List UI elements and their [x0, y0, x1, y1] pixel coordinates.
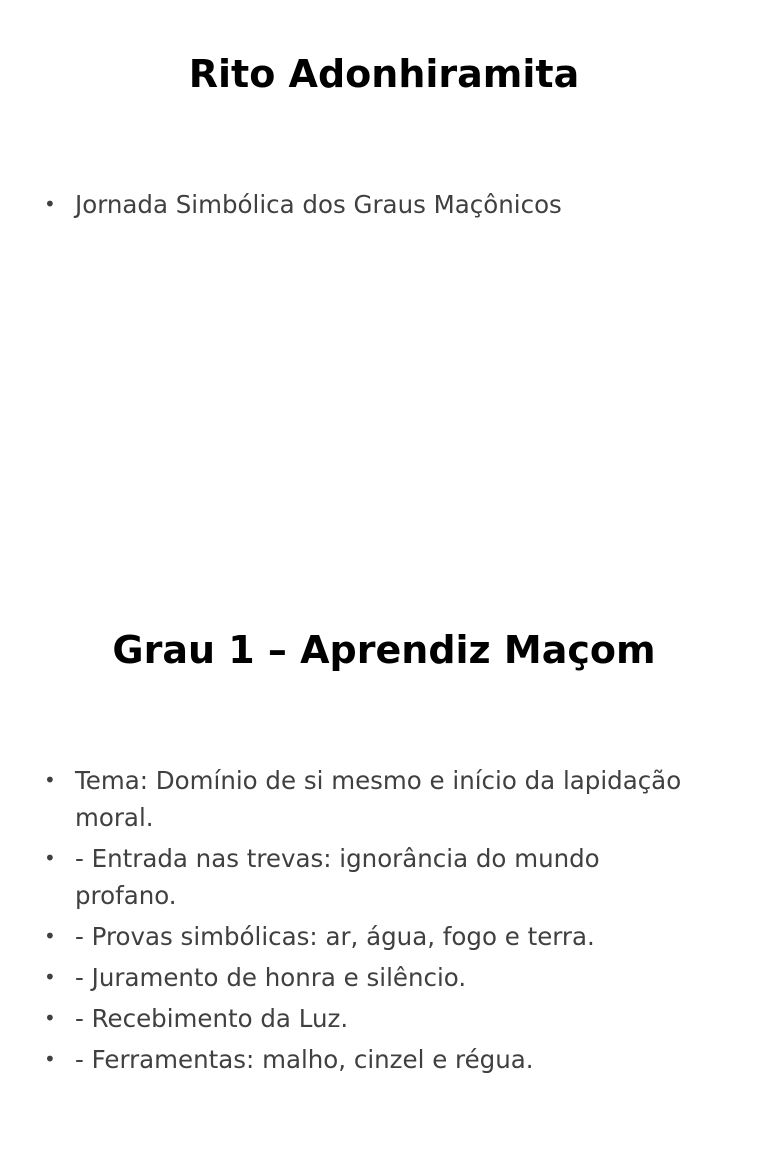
bullet-item	[42, 1041, 702, 1078]
bullet-text: - Recebimento da Luz.	[75, 1004, 349, 1033]
bullet-dot-icon: •	[44, 965, 56, 989]
bullet-dot-icon: •	[44, 768, 56, 792]
bullet-dot-icon: •	[44, 1047, 56, 1071]
bullet-item	[42, 186, 702, 223]
bullet-dot-icon: •	[44, 924, 56, 948]
bullet-list	[42, 186, 702, 227]
bullet-item	[42, 762, 702, 836]
bullet-dot-icon: •	[44, 192, 56, 216]
bullet-text: - Juramento de honra e silêncio.	[75, 963, 467, 992]
slide-title: Grau 1 – Aprendiz Maçom	[112, 628, 656, 672]
bullet-text: - Ferramentas: malho, cinzel e régua.	[75, 1045, 534, 1074]
bullet-text: Jornada Simbólica dos Graus Maçônicos	[75, 190, 562, 219]
bullet-item	[42, 1000, 702, 1037]
bullet-dot-icon: •	[44, 1006, 56, 1030]
bullet-item	[42, 918, 702, 955]
bullet-item	[42, 959, 702, 996]
bullet-text: Tema: Domínio de si mesmo e início da lapidação moral.	[75, 766, 682, 832]
bullet-item	[42, 840, 702, 914]
bullet-text: - Entrada nas trevas: ignorância do mundo profano.	[75, 844, 600, 910]
slide-2	[0, 576, 768, 1152]
slide-title: Rito Adonhiramita	[188, 52, 580, 96]
bullet-text: - Provas simbólicas: ar, água, fogo e terra.	[75, 922, 595, 951]
bullet-list	[42, 762, 702, 1082]
bullet-dot-icon: •	[44, 846, 56, 870]
